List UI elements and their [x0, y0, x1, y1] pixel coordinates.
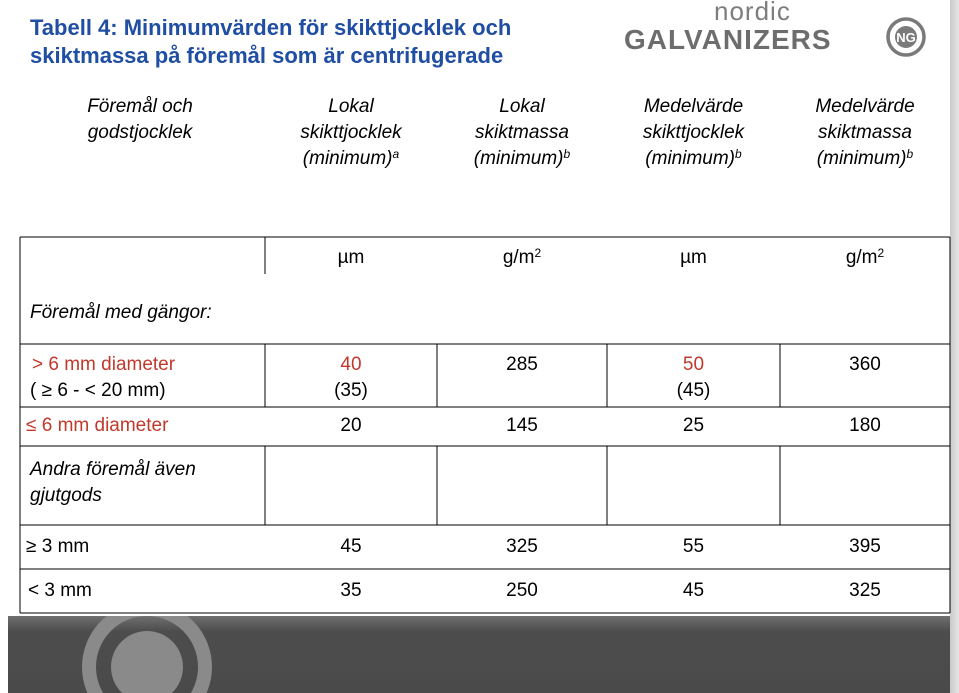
footnote-mark: b [906, 147, 914, 161]
row-gt6-label-line2: ( ≥ 6 - < 20 mm) [30, 380, 166, 401]
header-local-thickness [265, 94, 437, 172]
greater-equal-symbol: ≥ [26, 536, 37, 557]
row-ge3-label-text: 3 mm [41, 536, 90, 557]
table-cell: (45) [676, 380, 711, 401]
title-line-2: skiktmassa på föremål som är centrifugerade [30, 43, 504, 68]
row-lt3-label: < 3 mm [28, 580, 92, 601]
unit-average-mass: $g/m^2$ [845, 246, 885, 268]
header-line: Medelvärde [815, 96, 915, 117]
row-ge3-local-mass: 325 [506, 536, 538, 557]
unit-local-thickness: µm [337, 247, 365, 268]
footer-band [8, 616, 950, 693]
row-ge3-local-thickness: 45 [340, 536, 362, 557]
row-lt3-average-thickness: 45 [682, 580, 705, 601]
row-lt3-average-mass: 325 [849, 580, 881, 601]
row-lt3-local-thickness: 35 [340, 580, 362, 601]
header-line: skiktmassa [475, 122, 569, 143]
row-le6-average-mass: 180 [849, 415, 881, 436]
row-le6-local-thickness: 20 [340, 415, 362, 436]
row-lt3-local-mass: 250 [506, 580, 538, 601]
table-cell: (35) [334, 380, 368, 401]
header-local-mass [437, 94, 607, 172]
header-average-mass [780, 94, 950, 172]
header-line: (minimum)$^b$ [645, 147, 742, 169]
unit-average-thickness: µm [680, 247, 707, 268]
header-line: (minimum)$^a$ [302, 147, 400, 169]
row-gt6-local-thickness [265, 352, 437, 404]
logo-galvanizers-text: GALVANIZERS [624, 24, 832, 55]
section-threaded-items: Föremål med gängor: [30, 302, 212, 323]
logo-mark-text: NG [896, 30, 916, 45]
section-other-items [30, 457, 260, 509]
row-ge3-average-mass: 395 [849, 536, 881, 557]
header-line: (minimum)$^b$ [816, 147, 914, 169]
footnote-mark: b [563, 147, 571, 161]
header-line: skikttjocklek [642, 122, 745, 143]
header-line: godstjocklek [87, 122, 193, 143]
section-other-line2: gjutgods [30, 485, 102, 506]
row-gt6-average-mass: 360 [849, 354, 881, 375]
title-line-1: Tabell 4: Minimumvärden för skikttjocklek och [30, 15, 512, 40]
row-gt6-label [32, 352, 262, 404]
header-line: Medelvärde [643, 96, 744, 117]
ng-watermark-icon [72, 616, 222, 693]
row-le6-label-text: 6 mm diameter [41, 415, 169, 436]
footnote-mark: b [735, 147, 742, 161]
header-line: Lokal [328, 96, 374, 117]
header-item-object [40, 94, 240, 146]
table-cell: 50 [682, 354, 705, 375]
unit-local-mass: $g/m^2$ [502, 246, 542, 268]
row-ge3-average-thickness: 55 [682, 536, 705, 557]
header-line: skiktmassa [818, 122, 912, 143]
section-other-line1: Andra föremål även [30, 459, 196, 480]
table-cell: 40 [340, 354, 362, 375]
row-gt6-local-mass: 285 [506, 354, 538, 375]
row-gt6-average-thickness [607, 352, 780, 404]
row-ge3-label [26, 534, 256, 560]
header-line: (minimum)$^b$ [473, 147, 571, 169]
header-average-thickness [607, 94, 780, 172]
row-gt6-label-line1: > 6 mm diameter [32, 354, 176, 375]
header-line: Lokal [499, 96, 545, 117]
logo-nordic-text: nordic [714, 0, 791, 26]
header-line: Föremål och [87, 96, 193, 117]
footnote-mark: a [392, 147, 400, 161]
less-equal-symbol: ≤ [26, 415, 37, 436]
row-le6-label [26, 413, 266, 439]
row-le6-average-thickness: 25 [682, 415, 705, 436]
row-le6-local-mass: 145 [506, 415, 538, 436]
header-line: skikttjocklek [300, 122, 402, 143]
